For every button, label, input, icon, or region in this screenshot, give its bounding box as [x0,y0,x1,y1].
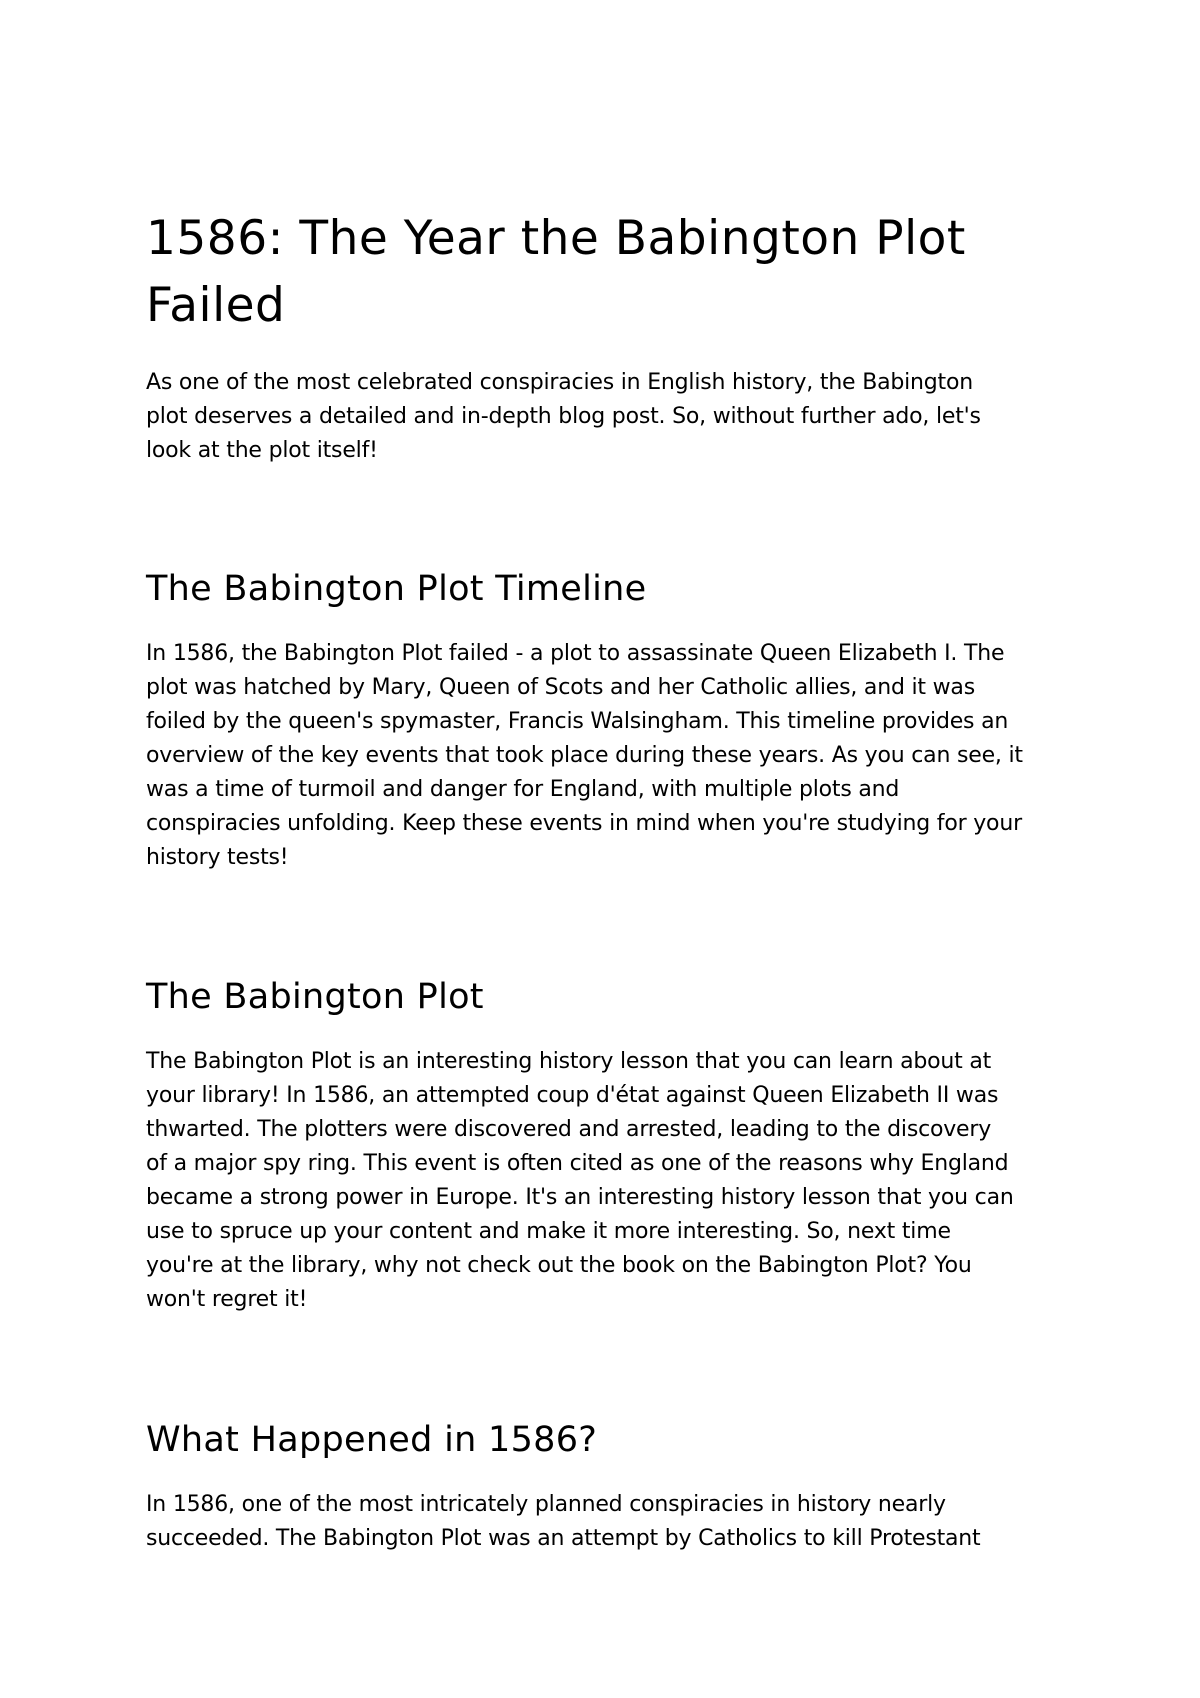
section-heading: What Happened in 1586? [146,1420,598,1460]
section-timeline [146,566,1076,875]
section-heading: The Babington Plot [146,977,484,1017]
section-babington-plot [146,974,1076,1317]
section-what-happened [146,1417,1076,1556]
document-page [146,205,1076,1556]
intro-paragraph: As one of the most celebrated conspiracies in English history, the Babington plot deserves a detailed and in-depth blog post. So, without further ado, let's look at the plot itself! [146,370,981,463]
section-heading: The Babington Plot Timeline [146,569,647,609]
section-paragraph: In 1586, the Babington Plot failed - a plot to assassinate Queen Elizabeth I. The plot was hatched by Mary, Queen of Scots and her Catholic allies, and it was foiled by the queen's spymaster, Francis Walsingham. This timeline provides an overview of the key events that took place during these years. As you can see, it was a time of turmoil and danger for England, with multiple plots and conspiracies unfolding. Keep these events in mind when you're studying for your history tests! [146,641,1023,870]
page-title: 1586: The Year the Babington Plot Failed [146,211,966,333]
section-paragraph: In 1586, one of the most intricately planned conspiracies in history nearly succeeded. The Babington Plot was an attempt by Catholics to kill Protestant [146,1492,981,1551]
section-paragraph: The Babington Plot is an interesting history lesson that you can learn about at your library! In 1586, an attempted coup d'état against Queen Elizabeth II was thwarted. The plotters were discovered and arrested, leading to the discovery of a major spy ring. This event is often cited as one of the reasons why England became a strong power in Europe. It's an interesting history lesson that you can use to spruce up your content and make it more interesting. So, next time you're at the library, why not check out the book on the Babington Plot? You won't regret it! [146,1049,1014,1312]
